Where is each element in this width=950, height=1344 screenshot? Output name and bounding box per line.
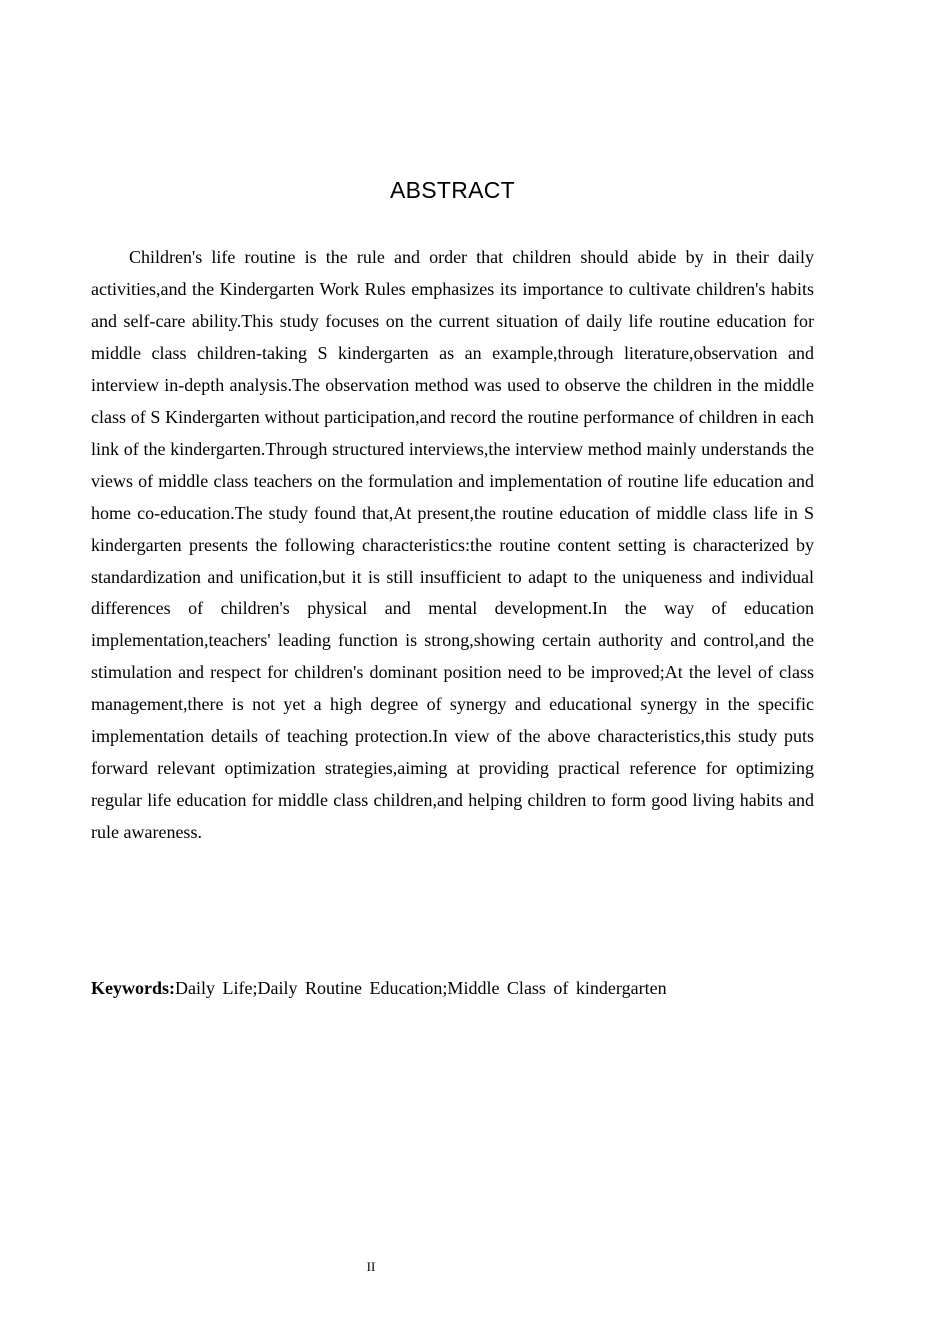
abstract-title: ABSTRACT: [389, 177, 516, 203]
keywords-line: [91, 972, 851, 1004]
keywords-value: Daily Life;Daily Routine Education;Middle Class of kindergarten: [175, 978, 667, 998]
abstract-body: Children's life routine is the rule and order that children should abide by in their daily activities,and the Kindergarten Work Rules emphasizes its importance to cultivate children's habits and self-care ability.This study focuses on the current situation of daily life routine education for middle class children-taking S kindergarten as an example,through literature,observation and interview in-depth analysis.The observation method was used to observe the children in the middle class of S Kindergarten without participation,and record the routine performance of children in each link of the kindergarten.Through structured interviews,the interview method mainly understands the views of middle class teachers on the formulation and implementation of routine life education and home co-education.The study found that,At present,the routine education of middle class life in S kindergarten presents the following characteristics:the routine content setting is characterized by standardization and unification,but it is still insufficient to adapt to the uniqueness and individual differences of children's physical and mental development.In the way of education implementation,teachers' leading function is strong,showing certain authority and control,and the stimulation and respect for children's dominant position need to be improved;At the level of class management,there is not yet a high degree of synergy and educational synergy in the specific implementation details of teaching protection.In view of the above characteristics,this study puts forward relevant optimization strategies,aiming at providing practical reference for optimizing regular life education for middle class children,and helping children to form good living habits and rule awareness.: [91, 247, 814, 843]
page-number: II: [366, 1259, 376, 1274]
keywords-label: Keywords:: [91, 978, 175, 998]
